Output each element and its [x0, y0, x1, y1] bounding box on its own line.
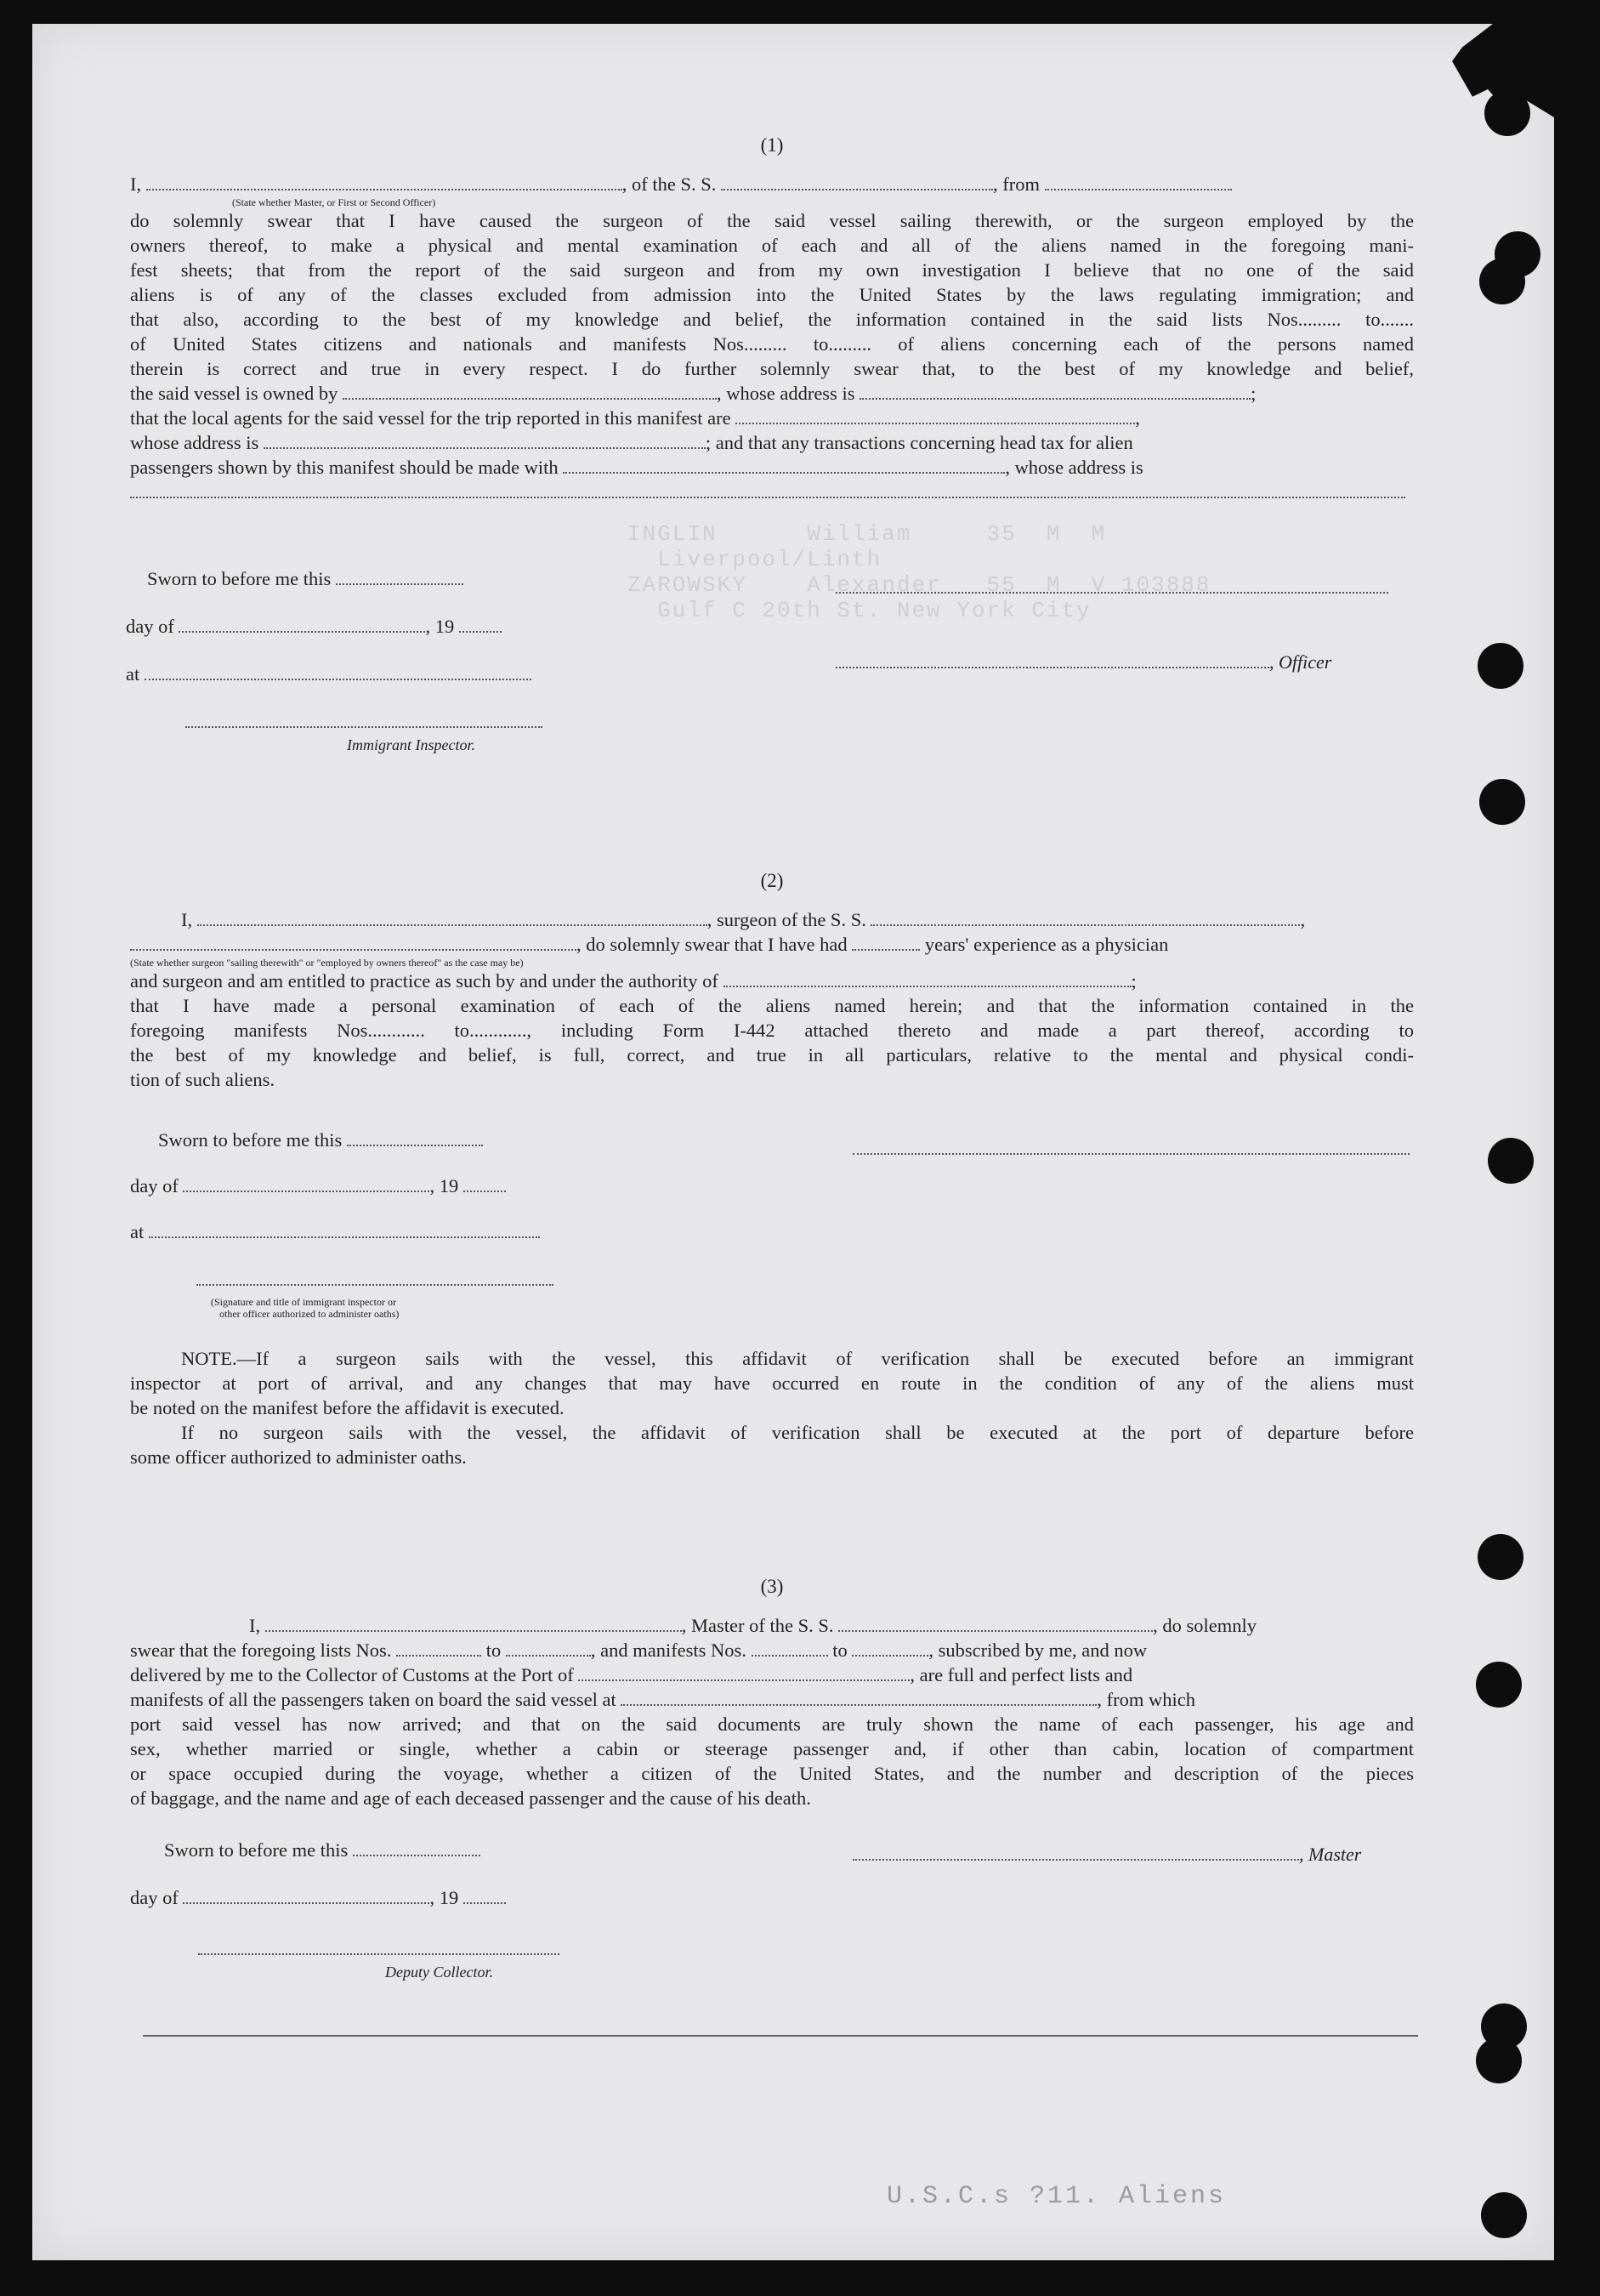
boarding-port-field[interactable] — [621, 1689, 1097, 1706]
officer-signature-field[interactable] — [836, 651, 1269, 668]
note-line: be noted on the manifest before the affidavit is executed. — [130, 1397, 565, 1418]
month-field[interactable] — [183, 1175, 429, 1192]
footer-stamp: U.S.C.s ?11. Aliens — [887, 2182, 1227, 2211]
port-from-field[interactable] — [1045, 173, 1232, 190]
years-field[interactable] — [852, 934, 920, 951]
sworn-date-field[interactable] — [336, 568, 463, 585]
body-line: the best of my knowledge and belief, is full, correct, and true in all particulars, relative to the mental and physical condi- — [130, 1044, 1414, 1066]
field-note: (State whether surgeon "sailing therewith" or "employed by owners thereof" as the case may be) — [130, 957, 524, 969]
address-line — [130, 480, 1414, 504]
port-field[interactable] — [578, 1664, 910, 1681]
punch-hole — [1476, 1662, 1522, 1708]
body-line: of United States citizens and nationals and manifests Nos......... to......... of aliens concerning each of the persons named — [130, 333, 1414, 355]
agents-field[interactable] — [735, 407, 1135, 424]
body-line: therein is correct and true in every respect. I do further solemnly swear that, to the best of my knowledge and belief, — [130, 358, 1414, 379]
section-number: (1) — [760, 134, 784, 156]
note-line: inspector at port of arrival, and any changes that may have occurred en route in the condition of any of the aliens must — [130, 1372, 1414, 1394]
signature-note: (Signature and title of immigrant inspector or — [211, 1296, 396, 1308]
manifest-to-field[interactable] — [852, 1640, 928, 1657]
section-number: (3) — [760, 1576, 784, 1597]
vessel-name-field[interactable] — [721, 173, 993, 190]
sworn-block-3: Sworn to before me this day of , 19 Deputy Collector. — [130, 1839, 559, 1981]
inspector-signature-field[interactable] — [196, 1269, 553, 1286]
officer-name-field[interactable] — [146, 173, 622, 190]
agents-line: that the local agents for the said vessel for the trip reported in this manifest are , — [130, 407, 1140, 429]
body-line: owners thereof, to make a physical and mental examination of each and all of the aliens named in the foregoing mani- — [130, 235, 1414, 256]
authority-line: and surgeon and am entitled to practice as such by and under the authority of ; — [130, 970, 1137, 992]
opening-line: I, , Master of the S. S. , do solemnly — [249, 1615, 1257, 1636]
signature-note: other officer authorized to administer oaths) — [219, 1308, 400, 1320]
inspector-signature-field[interactable] — [185, 711, 542, 728]
month-field[interactable] — [183, 1887, 429, 1904]
owner-line: the said vessel is owned by , whose address is ; — [130, 383, 1257, 404]
agents-address-line: whose address is ; and that any transactions concerning head tax for alien — [130, 432, 1133, 453]
owner-field[interactable] — [343, 383, 717, 400]
year-field[interactable] — [463, 1175, 506, 1192]
collector-caption: Deputy Collector. — [385, 1964, 493, 1981]
head-tax-party-field[interactable] — [563, 457, 1005, 474]
document-page — [32, 24, 1554, 2260]
boarding-line: manifests of all the passengers taken on board the said vessel at , from which — [130, 1689, 1195, 1710]
bottom-rule — [143, 2035, 1418, 2037]
body-line: that also, according to the best of my knowledge and belief, the information contained in the said lists Nos......... to....... — [130, 309, 1414, 330]
punch-hole — [1484, 90, 1530, 136]
owner-address-field[interactable] — [860, 383, 1251, 400]
surgeon-status-field[interactable] — [130, 934, 576, 951]
sworn-block-1: Sworn to before me this day of , 19 at Immigrant Inspector. — [126, 568, 542, 754]
list-from-field[interactable] — [396, 1640, 481, 1657]
month-field[interactable] — [179, 616, 425, 633]
body-line: that I have made a personal examination of each of the aliens named herein; and that the information contained in the — [130, 995, 1414, 1016]
master-name-field[interactable] — [265, 1615, 682, 1632]
surgeon-name-field[interactable] — [197, 909, 707, 926]
head-tax-address-field[interactable] — [130, 481, 1405, 498]
collector-signature-field[interactable] — [198, 1938, 559, 1955]
experience-line: , do solemnly swear that I have had years' experience as a physician — [130, 932, 1414, 957]
manifest-from-field[interactable] — [752, 1640, 828, 1657]
section-2 — [130, 870, 1414, 1092]
section-3 — [130, 1576, 1414, 1810]
sworn-date-field[interactable] — [353, 1839, 480, 1856]
master-signature-field[interactable] — [853, 1844, 1299, 1861]
note-line: some officer authorized to administer oaths. — [130, 1446, 467, 1468]
body-line: aliens is of any of the classes excluded from admission into the United States by the laws regulating immigration; and — [130, 284, 1414, 305]
punch-hole — [1478, 643, 1523, 689]
section-1 — [130, 134, 1414, 504]
note-block — [130, 1346, 1414, 1469]
master-signature-block: , Master — [853, 1844, 1361, 1866]
body-line: do solemnly swear that I have caused the surgeon of the said vessel sailing therewith, or the surgeon employed by the — [130, 210, 1414, 231]
note-line: If no surgeon sails with the vessel, the affidavit of verification shall be executed at the port of departure before — [181, 1422, 1414, 1443]
head-tax-line: passengers shown by this manifest should be made with , whose address is — [130, 457, 1143, 478]
body-line: tion of such aliens. — [130, 1069, 275, 1090]
surgeon-signature-block — [853, 1138, 1410, 1160]
opening-line: I, , surgeon of the S. S. , — [181, 909, 1306, 930]
punch-hole — [1488, 1138, 1534, 1184]
port-line: delivered by me to the Collector of Customs at the Port of , are full and perfect lists and — [130, 1664, 1133, 1685]
body-line: port said vessel has now arrived; and that on the said documents are truly shown the name of each passenger, his age and — [130, 1713, 1414, 1735]
authority-field[interactable] — [723, 970, 1132, 987]
body-line: sex, whether married or single, whether a cabin or steerage passenger and, if other than cabin, location of compartment — [130, 1738, 1414, 1759]
vessel-name-field[interactable] — [871, 909, 1300, 926]
lists-line: swear that the foregoing lists Nos. to , and manifests Nos. to , subscribed by me, and now — [130, 1640, 1148, 1661]
punch-hole — [1478, 1534, 1523, 1580]
field-note: (State whether Master, or First or Second Officer) — [232, 196, 436, 208]
opening-line: I, , of the S. S. , from — [130, 172, 1414, 196]
body-line: foregoing manifests Nos............ to............, including Form I-442 attached thereto and made a part thereof, according to — [130, 1020, 1414, 1041]
officer-signature-block: , Officer — [836, 577, 1388, 673]
agents-address-field[interactable] — [264, 432, 706, 449]
punch-hole — [1479, 259, 1525, 304]
punch-hole — [1479, 779, 1525, 825]
body-line: fest sheets; that from the report of the said surgeon and from my own investigation I believe that no one of the said — [130, 259, 1414, 281]
list-to-field[interactable] — [506, 1640, 591, 1657]
bleed-through-text: INGLIN William 35 M M Liverpool/Linth ZAROWSKY Alexander 55 M V 103888 Gulf C 20th St. New York City — [627, 521, 1211, 623]
sworn-date-field[interactable] — [347, 1129, 483, 1146]
body-line: of baggage, and the name and age of each deceased passenger and the cause of his death. — [130, 1787, 811, 1809]
sworn-block-2: Sworn to before me this day of , 19 at (Signature and title of immigrant inspector or other officer authorized to administer oaths) — [130, 1129, 553, 1320]
punch-hole — [1476, 2037, 1522, 2083]
surgeon-signature-field[interactable] — [853, 1138, 1410, 1155]
body-line: or space occupied during the voyage, whether a citizen of the United States, and the number and description of the pieces — [130, 1763, 1414, 1784]
place-field[interactable] — [149, 1221, 540, 1238]
note-line: NOTE.—If a surgeon sails with the vessel, this affidavit of verification shall be executed before an immigrant — [181, 1348, 1414, 1369]
year-field[interactable] — [463, 1887, 506, 1904]
vessel-name-field[interactable] — [838, 1615, 1153, 1632]
inspector-caption: Immigrant Inspector. — [347, 736, 475, 753]
punch-hole — [1481, 2192, 1527, 2238]
place-field[interactable] — [145, 663, 531, 680]
section-number: (2) — [760, 870, 784, 891]
year-field[interactable] — [459, 616, 502, 633]
